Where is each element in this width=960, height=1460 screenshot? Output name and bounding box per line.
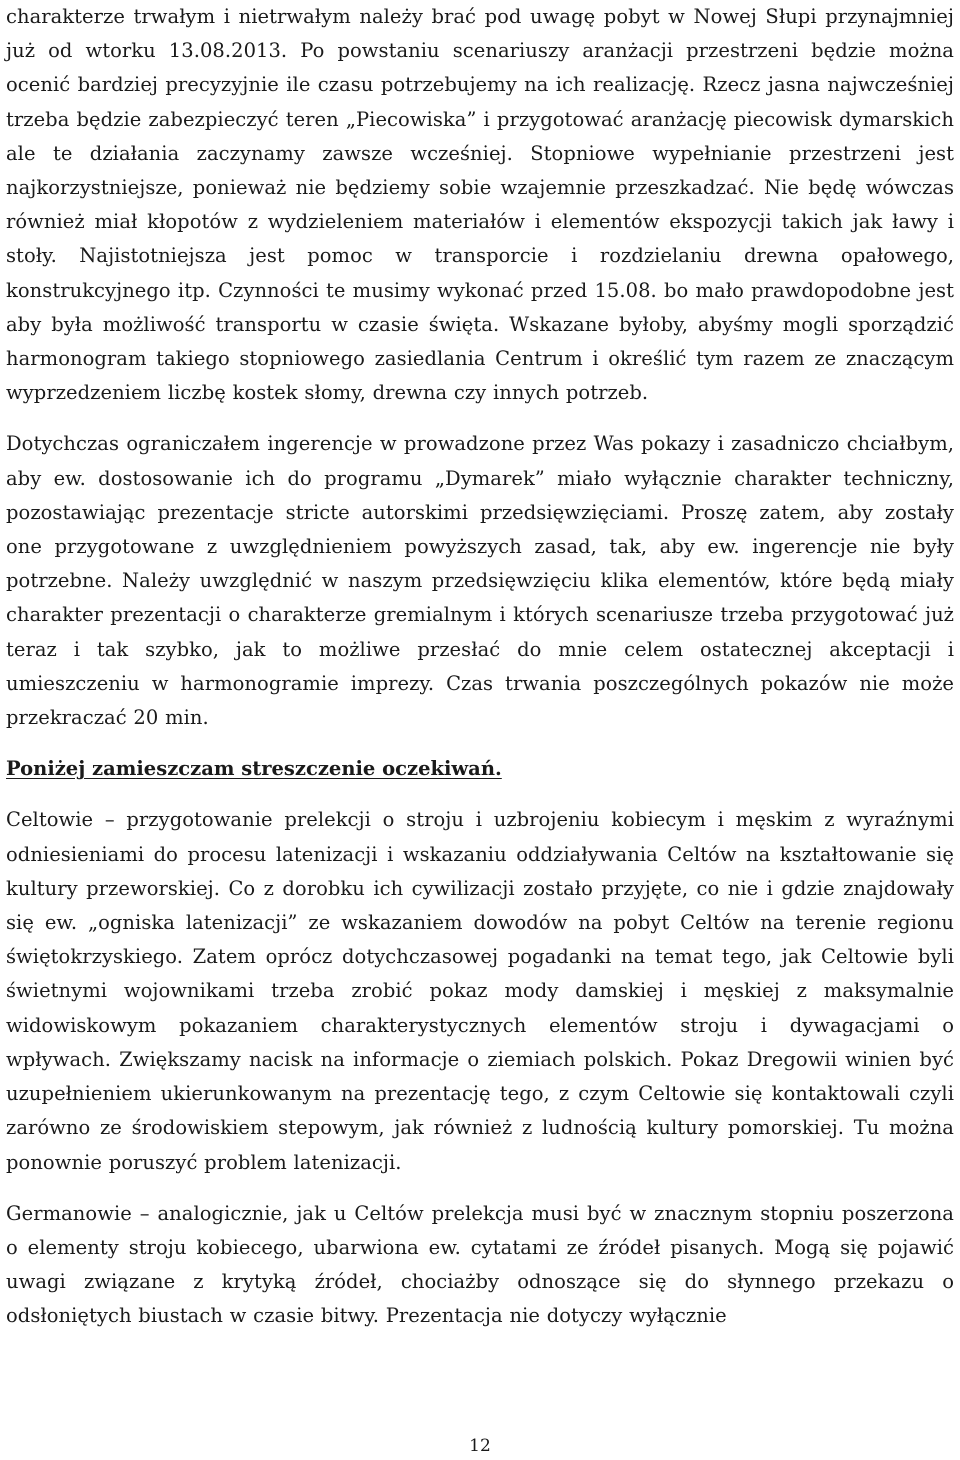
paragraph-germanowie: Germanowie – analogicznie, jak u Celtów prelekcja musi być w znacznym stopniu poszerzona o elementy stroju kobiecego, ubarwiona ew. cytatami ze źródeł pisanych. Mogą się pojawić uwagi związane z krytyką źródeł, chociażby odnoszące się do słynnego przekazu o odsłoniętych biustach w czasie bitwy. Prezentacja nie dotyczy wyłącznie — [6, 1201, 954, 1328]
document-page — [6, 0, 954, 1460]
section-heading: Poniżej zamieszczam streszczenie oczekiwań. — [6, 757, 502, 781]
paragraph-logistics: charakterze trwałym i nietrwałym należy brać pod uwagę pobyt w Nowej Słupi przynajmniej już od wtorku 13.08.2013. Po powstaniu scenariuszy aranżacji przestrzeni będzie można ocenić bardziej precyzyjnie ile czasu potrzebujemy na ich realizację. Rzecz jasna najwcześniej trzeba będzie zabezpieczyć teren „Piecowiska” i przygotować aranżację piecowisk dymarskich ale te działania zaczynamy zawsze wcześniej. Stopniowe wypełnianie przestrzeni jest najkorzystniejsze, ponieważ nie będziemy sobie wzajemnie przeszkadzać. Nie będę wówczas również miał kłopotów z wydzieleniem materiałów i elementów ekspozycji takich jak ławy i stoły. Najistotniejsza jest pomoc w transporcie i rozdzielaniu drewna opałowego, konstrukcyjnego itp. Czynności te musimy wykonać przed 15.08. bo mało prawdopodobne jest aby była możliwość transportu w czasie święta. Wskazane byłoby, abyśmy mogli sporządzić harmonogram takiego stopniowego zasiedlania Centrum i określić tym razem ze znaczącym wyprzedzeniem liczbę kostek słomy, drewna czy innych potrzeb. — [6, 5, 954, 405]
paragraph-celtowie: Celtowie – przygotowanie prelekcji o stroju i uzbrojeniu kobiecym i męskim z wyraźnymi odniesieniami do procesu latenizacji i wskazaniu oddziaływania Celtów na kształtowanie się kultury przeworskiej. Co z dorobku ich cywilizacji zostało przyjęte, co nie i gdzie znajdowały się ew. „ogniska latenizacji” ze wskazaniem dowodów na pobyt Celtów na terenie regionu świętokrzyskiego. Zatem oprócz dotychczasowej pogadanki na temat tego, jak Celtowie byli świetnymi wojownikami trzeba zrobić pokaz mody damskiej i męskiej z maksymalnie widowiskowym pokazaniem charakterystycznych elementów stroju i dywagacjami o wpływach. Zwiększamy nacisk na informacje o ziemiach polskich. Pokaz Dregowii winien być uzupełnieniem ukierunkowanym na prezentację tego, z czym Celtowie się kontaktowali czyli zarówno ze środowiskiem stepowym, jak również z ludnością kultury pomorskiej. Tu można ponownie poruszyć problem latenizacji. — [6, 808, 954, 1174]
paragraph-presentations: Dotychczas ograniczałem ingerencje w prowadzone przez Was pokazy i zasadniczo chciałbym, aby ew. dostosowanie ich do programu „Dymarek” miało wyłącznie charakter techniczny, pozostawiając prezentacje stricte autorskimi przedsięwzięciami. Proszę zatem, aby zostały one przygotowane z uwzględnieniem powyższych zasad, tak, aby ew. ingerencje nie były potrzebne. Należy uwzględnić w naszym przedsięwzięciu klika elementów, które będą miały charakter prezentacji o charakterze gremialnym i których scenariusze trzeba przygotować już teraz i tak szybko, jak to możliwe przesłać do mnie celem ostatecznej akceptacji i umieszczeniu w harmonogramie imprezy. Czas trwania poszczególnych pokazów nie może przekraczać 20 min. — [6, 432, 954, 730]
page-number: 12 — [469, 1436, 491, 1456]
